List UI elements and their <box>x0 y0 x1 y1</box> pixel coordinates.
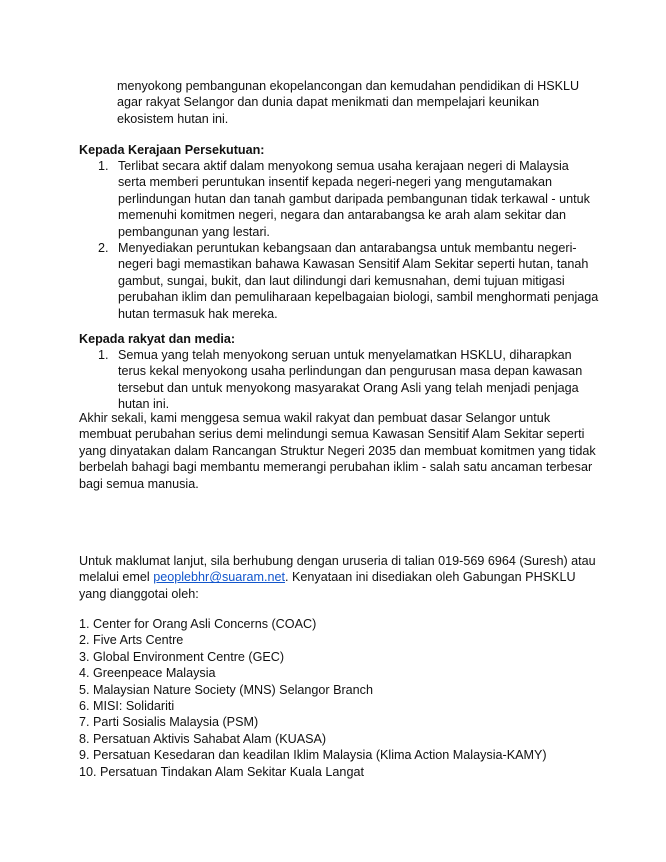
list-text: Semua yang telah menyokong seruan untuk menyelamatkan HSKLU, diharapkan terus kekal menyokong usaha perlindungan dan pengurusan masa depan kawasan tersebut dan untuk menyokong masyarakat Orang Asli yang telah menjadi penjaga hutan ini. <box>118 348 583 412</box>
member-item: 8. Persatuan Aktivis Sahabat Alam (KUASA) <box>79 731 327 746</box>
list-item <box>79 240 599 322</box>
contact-paragraph <box>79 553 599 602</box>
member-item: 4. Greenpeace Malaysia <box>79 666 216 681</box>
member-item: 1. Center for Orang Asli Concerns (COAC) <box>79 617 317 631</box>
list-item <box>79 158 599 240</box>
member-item: 6. MISI: Solidariti <box>79 699 175 714</box>
list-text: Terlibat secara aktif dalam menyokong semua usaha kerajaan negeri di Malaysia serta memberi peruntukan insentif kepada negeri-negeri yang mengutamakan perlindungan hutan dan tanah gambut daripada pembangunan tidak terkawal - untuk memenuhi komitmen negeri, negara dan antarabangsa ke arah alam sekitar dan pembangunan yang lestari. <box>118 159 590 239</box>
federal-list <box>79 158 599 322</box>
member-item: 5. Malaysian Nature Society (MNS) Selangor Branch <box>79 682 373 697</box>
member-item: 7. Parti Sosialis Malaysia (PSM) <box>79 715 259 730</box>
list-text: Menyediakan peruntukan kebangsaan dan antarabangsa untuk membantu negeri-negeri bagi memastikan bahawa Kawasan Sensitif Alam Sekitar seperti hutan, tanah gambut, sungai, bukit, dan laut dilindungi dari kemusnahan, demi tujuan mitigasi perubahan iklim dan pemuliharaan kepelbagaian biologi, sambil menghormati penjaga hutan termasuk hak mereka. <box>118 241 599 321</box>
contact-text-before: Untuk maklumat lanjut, sila berhubung dengan uruseria di talian 019-569 6964 (Suresh) atau melalui emel <box>79 554 596 585</box>
list-number: 1. <box>98 159 109 173</box>
people-list <box>79 347 599 413</box>
list-number: 1. <box>98 348 109 362</box>
list-item <box>79 347 599 413</box>
federal-heading: Kepada Kerajaan Persekutuan: <box>79 143 265 157</box>
contact-text-after: . Kenyataan ini disediakan oleh Gabungan PHSKLU yang dianggotai oleh: <box>79 570 576 601</box>
people-heading: Kepada rakyat dan media: <box>79 332 236 346</box>
closing-paragraph: Akhir sekali, kami menggesa semua wakil rakyat dan pembuat dasar Selangor untuk membuat perubahan serius demi melindungi semua Kawasan Sensitif Alam Sekitar seperti yang dinyatakan dalam Rancangan Struktur Negeri 2035 dan membuat komitmen yang tidak berbelah bahagi bagi membantu memerangi perubahan iklim - salah satu ancaman terbesar bagi semua manusia. <box>79 411 596 491</box>
member-item: 10. Persatuan Tindakan Alam Sekitar Kuala Langat <box>79 764 364 779</box>
email-link[interactable]: peoplebhr@suaram.net <box>153 570 286 585</box>
member-item: 9. Persatuan Kesedaran dan keadilan Iklim Malaysia (Klima Action Malaysia-KAMY) <box>79 748 547 763</box>
member-item: 2. Five Arts Centre <box>79 633 184 648</box>
list-number: 2. <box>98 241 109 256</box>
members-list <box>79 616 599 780</box>
member-item: 3. Global Environment Centre (GEC) <box>79 649 285 664</box>
continuation-paragraph: menyokong pembangunan ekopelancongan dan kemudahan pendidikan di HSKLU agar rakyat Selangor dan dunia dapat menikmati dan mempelajari keunikan ekosistem hutan ini. <box>117 79 580 126</box>
